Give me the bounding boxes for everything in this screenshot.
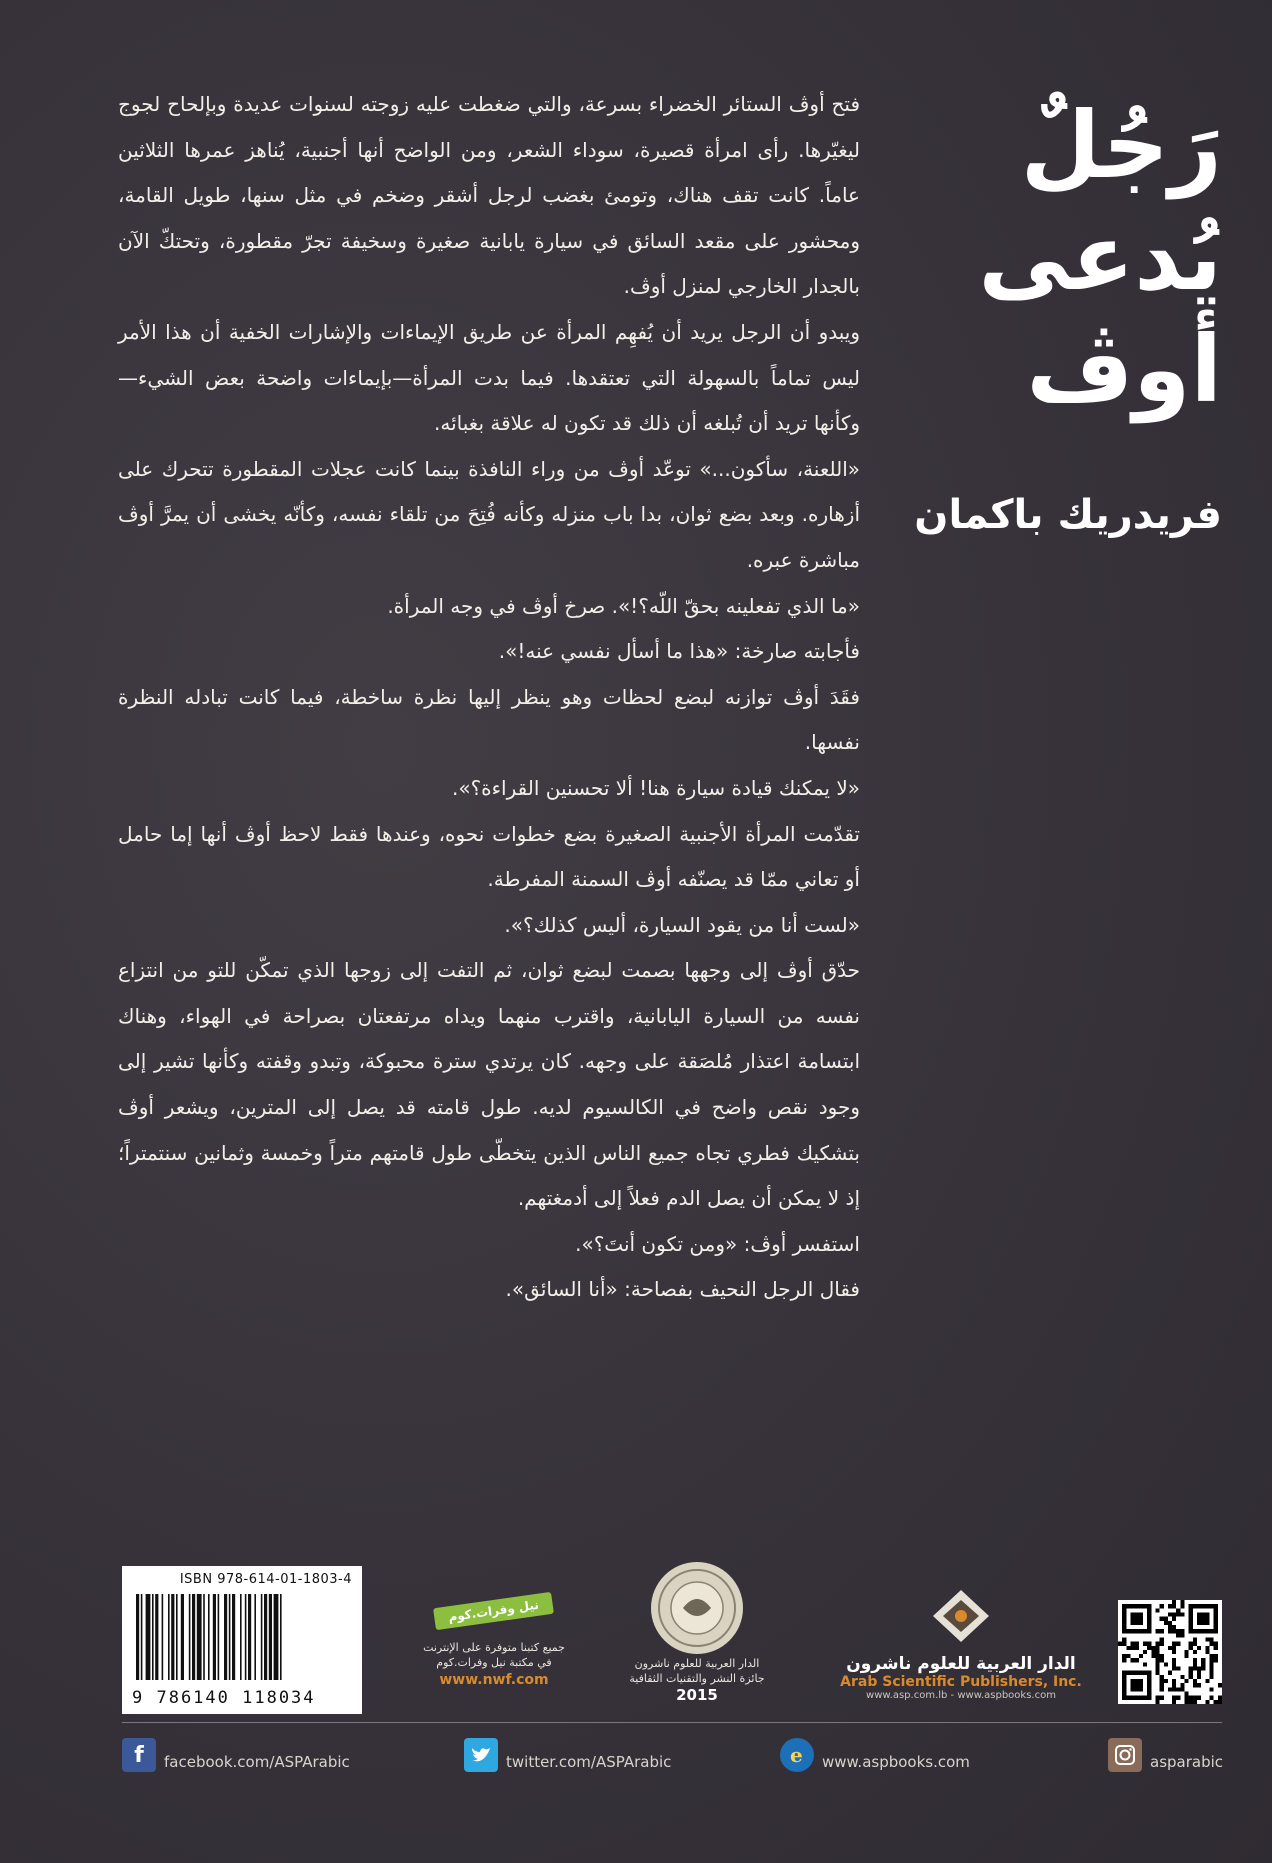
award-seal-block bbox=[622, 1560, 772, 1704]
social-instagram[interactable] bbox=[1108, 1738, 1223, 1772]
social-web[interactable] bbox=[780, 1738, 970, 1772]
nwf-badge: نيل وفرات.كوم bbox=[433, 1592, 554, 1630]
facebook-icon: f bbox=[122, 1738, 156, 1772]
excerpt-paragraph: «اللعنة، سأكون...» توعّد أوڤ من وراء النافذة بينما كانت عجلات المقطورة تتحرك على أزهاره. وبعد بضع ثوان، بدا باب منزله وكأنه فُتِحَ من تلقاء نفسه، وكأنّه يخشى أن يمرَّ أوڤ مباشرة عبره. bbox=[118, 456, 860, 572]
instagram-label: asparabic bbox=[1150, 1753, 1224, 1771]
web-label: www.aspbooks.com bbox=[822, 1753, 970, 1771]
internet-explorer-icon bbox=[780, 1738, 814, 1772]
nwf-line-2: في مكتبة نيل وفرات.كوم bbox=[436, 1656, 552, 1669]
nwf-promo bbox=[394, 1597, 594, 1688]
award-line-1: الدار العربية للعلوم ناشرون bbox=[634, 1657, 760, 1670]
excerpt-paragraph: حدّق أوڤ إلى وجهها بصمت لبضع ثوان، ثم التفت إلى زوجها الذي تمكّن للتو من انتزاع نفسه من السيارة اليابانية، واقترب منهما ويداه مرتفعتان بصراحة في الهواء، وهناك ابتسامة اعتذار مُلصَقة على وجهه. كان يرتدي سترة محبوكة، وتبدو وقفته وكأنها تشير إلى وجود نقص واضح في الكالسيوم لديه. طول قامته قد يصل إلى المترين، ويشعر أوڤ بتشكيك فطري تجاه جميع الناس الذين يتخطّى طول قامتهم متراً وخمسة وثمانين سنتمتراً؛ إذ لا يمكن أن يصل الدم فعلاً إلى أدمغتهم. bbox=[118, 958, 860, 1211]
title-line-2: يُدعى bbox=[978, 204, 1222, 311]
barcode-digits: 9 786140 118034 bbox=[132, 1688, 316, 1708]
qr-code-icon[interactable] bbox=[1118, 1600, 1222, 1704]
excerpt-paragraph: «لا يمكنك قيادة سيارة هنا! ألا تحسنين القراءة؟». bbox=[451, 775, 860, 800]
publisher-name-en: Arab Scientific Publishers, Inc. bbox=[840, 1674, 1082, 1690]
publisher-web[interactable]: www.asp.com.lb - www.aspbooks.com bbox=[866, 1690, 1056, 1701]
excerpt-paragraph: «ما الذي تفعلينه بحقّ اللّه؟!». صرخ أوڤ في وجه المرأة. bbox=[387, 593, 860, 618]
excerpt-paragraph: فقال الرجل النحيف بفصاحة: «أنا السائق». bbox=[505, 1277, 860, 1302]
author-name: فريدريك باكمان bbox=[914, 492, 1222, 538]
footer-band bbox=[122, 1560, 1222, 1722]
award-seal-icon bbox=[649, 1560, 745, 1656]
award-line-2: جائزة النشر والتقنيات الثقافية bbox=[629, 1672, 765, 1685]
footer-divider bbox=[122, 1722, 1222, 1723]
nwf-url[interactable]: www.nwf.com bbox=[439, 1672, 549, 1688]
social-twitter[interactable] bbox=[464, 1738, 671, 1772]
twitter-label: twitter.com/ASPArabic bbox=[506, 1753, 672, 1771]
isbn-barcode bbox=[122, 1566, 362, 1714]
excerpt-text bbox=[118, 82, 860, 1313]
nwf-line-1: جميع كتبنا متوفرة على الإنترنت bbox=[423, 1641, 565, 1654]
excerpt-paragraph: فتح أوڤ الستائر الخضراء بسرعة، والتي ضغطت عليه زوجته لسنوات عديدة وبإلحاح لجوج ليغيّرها. رأى امرأة قصيرة، سوداء الشعر، ومن الواضح أنها أجنبية، يُناهز عمرها الثلاثين عاماً. كانت تقف هناك، وتومئ بغضب لرجل أشقر وضخم في مثل سنها، طويل القامة، ومحشور على مقعد السائق في سيارة يابانية صغيرة وسخيفة تجرّ مقطورة، وتحتكّ الآن بالجدار الخارجي لمنزل أوڤ. bbox=[118, 92, 860, 299]
instagram-icon bbox=[1108, 1738, 1142, 1772]
excerpt-paragraph: ويبدو أن الرجل يريد أن يُفهِم المرأة عن طريق الإيماءات والإشارات الخفية أن هذا الأمر ليس تماماً بالسهولة التي تعتقدها. فيما بدت المرأة—بإيماءات واضحة بعض الشيء— وكأنها تريد أن تُبلغه أن ذلك قد تكون له علاقة بغبائه. bbox=[118, 319, 860, 436]
excerpt-paragraph: تقدّمت المرأة الأجنبية الصغيرة بضع خطوات نحوه، وعندها فقط لاحظ أوڤ أنها إما حامل أو تعاني ممّا قد يصنّفه أوڤ السمنة المفرطة. bbox=[118, 821, 860, 892]
isbn-label: ISBN 978-614-01-1803-4 bbox=[179, 1572, 352, 1587]
title-line-1: رَجُلٌ bbox=[1020, 92, 1222, 199]
social-links bbox=[122, 1738, 1226, 1778]
book-title bbox=[962, 90, 1222, 426]
facebook-label: facebook.com/ASPArabic bbox=[164, 1753, 350, 1771]
svg-text:e: e bbox=[790, 1743, 803, 1767]
twitter-icon bbox=[464, 1738, 498, 1772]
excerpt-paragraph: استفسر أوڤ: «ومن تكون أنتَ؟». bbox=[575, 1231, 860, 1256]
publisher-emblem-icon bbox=[931, 1588, 991, 1644]
publisher-logo bbox=[827, 1588, 1095, 1701]
excerpt-paragraph: فقَدَ أوڤ توازنه لبضع لحظات وهو ينظر إليها نظرة ساخطة، فيما كانت تبادله النظرة نفسها. bbox=[118, 684, 860, 755]
award-year: 2015 bbox=[676, 1686, 718, 1704]
publisher-name-ar: الدار العربية للعلوم ناشرون bbox=[846, 1654, 1076, 1674]
excerpt-paragraph: فأجابته صارخة: «هذا ما أسأل نفسي عنه!». bbox=[498, 639, 860, 664]
excerpt-paragraph: «لست أنا من يقود السيارة، أليس كذلك؟». bbox=[504, 912, 860, 937]
title-line-3: أوڤ bbox=[1026, 316, 1222, 423]
social-facebook[interactable] bbox=[122, 1738, 350, 1772]
barcode-bars bbox=[136, 1594, 350, 1680]
